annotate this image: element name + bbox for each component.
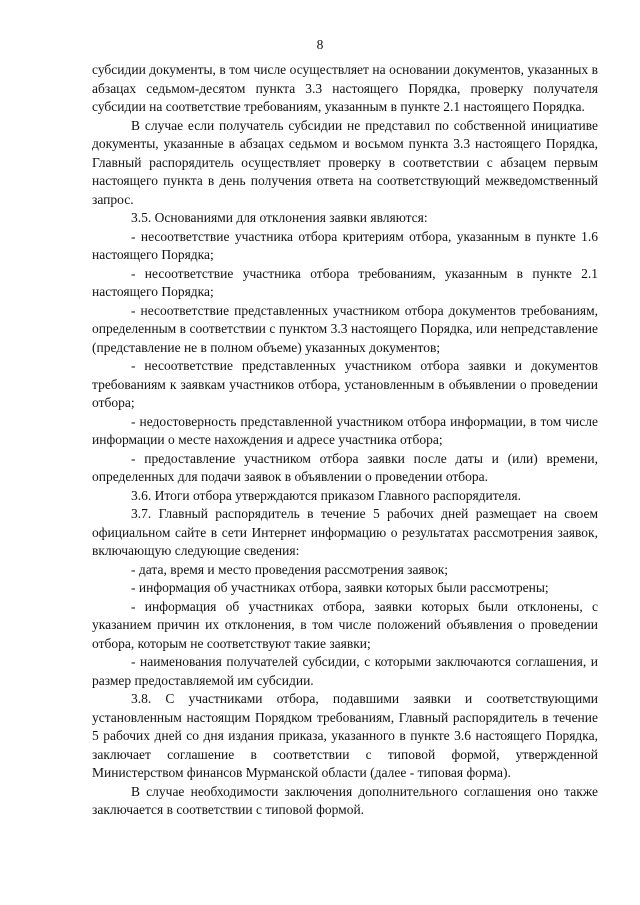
paragraph-continuation: субсидии документы, в том числе осуществляет на основании документов, указанных в абзацах седьмом-десятом пункта 3.3 настоящего Порядка, проверку получателя субсидии на соответствие требованиям, указанным в пункте 2.1 настоящего Порядка. — [92, 62, 598, 114]
list-item: - предоставление участником отбора заявки после даты и (или) времени, определенных для подачи заявок в объявлении о проведении отбора. — [92, 450, 598, 484]
list-item: - информация об участниках отбора, заявки которых были рассмотрены; — [131, 580, 549, 595]
list-item: - несоответствие участника отбора критериям отбора, указанным в пункте 1.6 настоящего Порядка; — [92, 228, 598, 262]
list-item: - дата, время и место проведения рассмотрения заявок; — [131, 561, 449, 577]
paragraph: В случае если получатель субсидии не представил по собственной инициативе документы, указанные в абзацах седьмом и восьмом пункта 3.3 настоящего Порядка, Главный распорядитель осуществляет проверку в соответствии с абзацем первым настоящего пункта в день получения ответа на соответствующий межведомственный запрос. — [92, 117, 598, 207]
paragraph-section-3-6: 3.6. Итоги отбора утверждаются приказом Главного распорядителя. — [131, 487, 521, 503]
list-item: - несоответствие участника отбора требованиям, указанным в пункте 2.1 настоящего Порядка; — [92, 265, 598, 299]
document-body — [92, 61, 598, 820]
paragraph-section-3-5: 3.5. Основаниями для отклонения заявки являются: — [131, 210, 428, 225]
paragraph: В случае необходимости заключения дополнительного соглашения оно также заключается в соответствии с типовой формой. — [92, 783, 598, 817]
list-item: - наименования получателей субсидии, с которыми заключаются соглашения, и размер предоставляемой им субсидии. — [92, 654, 598, 688]
list-item: - несоответствие представленных участником отбора документов требованиям, определенным в соответствии с пунктом 3.3 настоящего Порядка, или непредставление (представление не в полном объеме) указанных документов; — [92, 302, 598, 355]
paragraph-section-3-8: 3.8. С участниками отбора, подавшими заявки и соответствующими установленным настоящим Порядком требованиям, Главный распорядитель в течение 5 рабочих дней со дня издания приказа, указанного в пункте 3.6 настоящего Порядка, заключает соглашение в соответствии с типовой формой, утвержденной Министерством финансов Мурманской области (далее - типовая форма). — [92, 691, 598, 780]
list-item: - несоответствие представленных участником отбора заявки и документов требованиям к заявкам участников отбора, установленным в объявлении о проведении отбора; — [92, 358, 598, 410]
list-item: - недостоверность представленной участником отбора информации, в том числе информации о месте нахождения и адресе участника отбора; — [92, 413, 598, 447]
list-item: - информация об участниках отбора, заявки которых были отклонены, с указанием причин их отклонения, в том числе положений объявления о проведении отбора, которым не соответствуют такие заявки; — [92, 598, 598, 651]
paragraph-section-3-7: 3.7. Главный распорядитель в течение 5 рабочих дней размещает на своем официальном сайте в сети Интернет информацию о результатах рассмотрения заявок, включающую следующие сведения: — [92, 506, 598, 558]
page-number: 8 — [316, 37, 324, 52]
